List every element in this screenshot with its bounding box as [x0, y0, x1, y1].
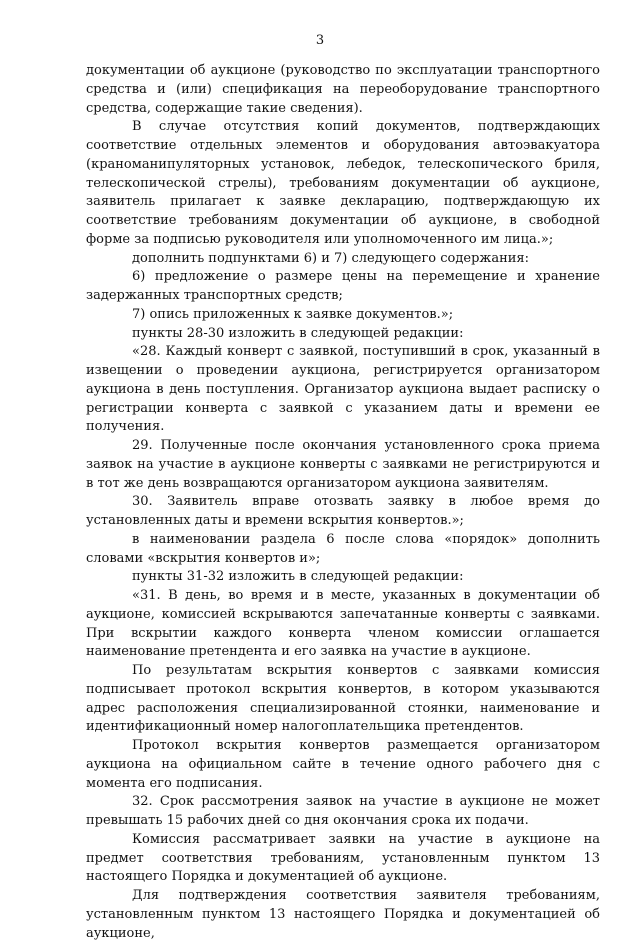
paragraph-item-32: 32. Срок рассмотрения заявок на участие в аукционе не может превышать 15 рабочих дней со дня окончания срока их подачи.	[86, 794, 600, 828]
paragraph-protocol-publication: Протокол вскрытия конвертов размещается организатором аукциона на официальном сайте в течение одного рабочего дня с момента его подписания.	[86, 738, 600, 791]
paragraph-subitem-6: 6) предложение о размере цены на перемещение и хранение задержанных транспортных средств;	[86, 269, 600, 303]
paragraph-item-28: «28. Каждый конверт с заявкой, поступивший в срок, указанный в извещении о проведении аукциона, регистрируется организатором аукциона в день поступления. Организатор аукциона выдает расписку о регистрации конверта с заявкой с указанием даты и времени ее получения.	[86, 344, 600, 435]
paragraph-confirmation: Для подтверждения соответствия заявителя требованиям, установленным пунктом 13 настоящего Порядка и документацией об аукционе,	[86, 888, 600, 941]
page-number: 3	[315, 33, 325, 48]
paragraph-section-6-title: в наименовании раздела 6 после слова «порядок» дополнить словами «вскрытия конвертов и»;	[86, 531, 600, 566]
paragraph-continuation: документации об аукционе (руководство по эксплуатации транспортного средства и (или) спецификация на переоборудование транспортного средства, содержащие такие сведения).	[86, 63, 600, 116]
paragraph-items-31-32: пункты 31-32 изложить в следующей редакции:	[132, 569, 464, 585]
paragraph-commission-review: Комиссия рассматривает заявки на участие в аукционе на предмет соответствия требованиям, установленным пунктом 13 настоящего Порядка и документацией об аукционе.	[86, 831, 600, 885]
paragraph-add-subitems: дополнить подпунктами 6) и 7) следующего содержания:	[132, 250, 530, 266]
paragraph-missing-copies: В случае отсутствия копий документов, подтверждающих соответствие отдельных элементов и оборудования автоэвакуатора (краноманипуляторных установок, лебедок, телескопического бриля, телескопической стрелы), требованиям документации об аукционе, заявитель прилагает к заявке декларацию, подтверждающую их соответствие требованиям документации об аукционе, в свободной форме за подписью руководителя или уполномоченного им лица.»;	[86, 119, 600, 247]
paragraph-item-29: 29. Полученные после окончания установленного срока приема заявок на участие в аукционе конверты с заявками не регистрируются и в тот же день возвращаются организатором аукциона заявителям.	[86, 438, 600, 491]
paragraph-item-31: «31. В день, во время и в месте, указанных в документации об аукционе, комиссией вскрываются запечатанные конверты с заявками. При вскрытии каждого конверта членом комиссии оглашается наименование претендента и его заявка на участие в аукционе.	[86, 588, 600, 660]
paragraph-item-30: 30. Заявитель вправе отозвать заявку в любое время до установленных даты и времени вскрытия конвертов.»;	[86, 494, 600, 528]
paragraph-protocol-signing: По результатам вскрытия конвертов с заявками комиссия подписывает протокол вскрытия конвертов, в котором указываются адрес расположения специализированной стоянки, наименование и идентификационный номер налогоплательщика претендентов.	[86, 663, 600, 735]
paragraph-items-28-30: пункты 28-30 изложить в следующей редакции:	[132, 325, 464, 341]
paragraph-subitem-7: 7) опись приложенных к заявке документов.»;	[132, 306, 454, 322]
document-body	[86, 62, 600, 943]
